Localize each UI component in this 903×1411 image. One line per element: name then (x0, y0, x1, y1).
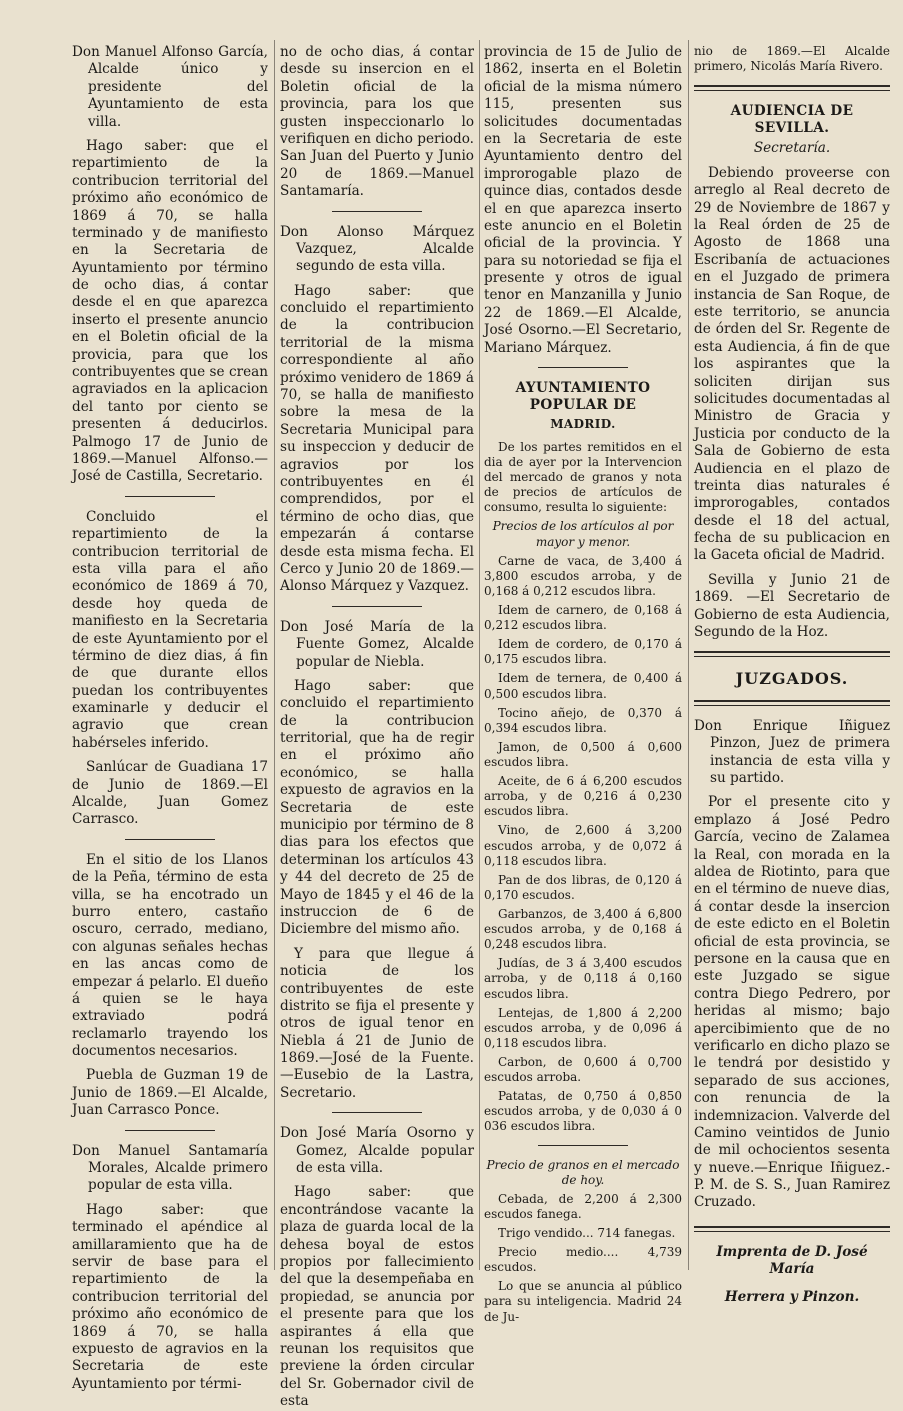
list-item: Idem de cordero, de 0,170 á 0,175 escudos libra. (484, 637, 682, 667)
separator (332, 606, 422, 607)
notice-body: provincia de 15 de Julio de 1862, inserta en el Boletin oficial de la misma número 115, presenten sus solicitudes documentadas en la Secretaria de este Ayuntamiento dentro del improrogable plazo de quince dias, contados desde el en que aparezca inserto este anuncio en el Boletin oficial de la provincia. Y para su notoriedad se fija el presente y otros de igual tenor en Manzanilla y Junio 22 de 1869.—El Alcalde, José Osorno.—El Secretario, Mariano Márquez. (484, 44, 682, 356)
column-2 (280, 44, 475, 1410)
column-divider (479, 40, 480, 1270)
column-4 (694, 44, 890, 1305)
notice-signature: nio de 1869.—El Alcalde primero, Nicolás María Rivero. (694, 44, 890, 74)
list-item: Aceite, de 6 á 6,200 escudos arroba, y de 0,216 á 0,230 escudos libra. (484, 774, 682, 819)
column-1 (72, 44, 268, 1392)
notice-body: Hago saber: que terminado el apéndice al amillaramiento que ha de servir de base para el repartimiento de la contribucion territorial del próximo año económico de 1869 á 70, se halla expuesto de agravios en la Secretaria de este Ayuntamiento por térmi- (72, 1201, 268, 1392)
section-heading: AYUNTAMIENTO POPULAR DE (515, 380, 651, 414)
notice-body: Hago saber: que concluido el repartimiento de la contribucion territorial, que ha de regir en el próximo año económico, se halla expuesto de agravios en la Secretaria de este municipio por término de 8 dias para los efectos que determinan los artículos 43 y 44 del decreto de 25 de Mayo de 1845 y el 46 de la instruccion de 6 de Diciembre del mismo año. (280, 677, 474, 938)
separator (125, 496, 215, 497)
report-intro: De los partes remitidos en el dia de ayer por la Intervencion del mercado de granos y nota de precios de artículos de consumo, resulta lo siguiente: (484, 439, 682, 515)
list-item: Garbanzos, de 3,400 á 6,800 escudos arroba, y de 0,168 á 0,248 escudos libra. (484, 906, 682, 952)
notice-heading: Don José María de la Fuente Gomez, Alcalde popular de Niebla. (280, 618, 474, 670)
list-item: Judías, de 3 á 3,400 escudos arroba, y de 0,118 á 0,160 escudos libra. (484, 956, 682, 1001)
prices-title: Precios de los artículos al por mayor y menor. (492, 519, 674, 549)
separator (125, 839, 215, 840)
separator (538, 367, 628, 368)
notice-heading: Don Manuel Alfonso García, Alcalde único y presidente del Ayuntamiento de esta villa. (72, 44, 268, 130)
notice-signature: Sevilla y Junio 21 de 1869. —El Secretario de Gobierno de esta Audiencia, Segundo de la Hoz. (694, 571, 890, 641)
list-item: Idem de carnero, de 0,168 á 0,212 escudos libra. (484, 603, 682, 633)
separator (332, 211, 422, 212)
imprint-line: Imprenta de D. José María (716, 1243, 868, 1278)
column-3 (484, 44, 682, 1324)
section-subheading: MADRID. (550, 416, 616, 431)
list-item: Precio medio.... 4,739 escudos. (484, 1245, 682, 1275)
notice-heading: Don Alonso Márquez Vazquez, Alcalde segundo de esta villa. (280, 223, 474, 275)
section-rule (694, 1226, 890, 1232)
list-item: Vino, de 2,600 á 3,200 escudos arroba, y de 0,072 á 0,118 escudos libra. (484, 823, 682, 868)
section-rule (694, 651, 890, 657)
notice-heading: Don José María Osorno y Gomez, Alcalde popular de esta villa. (280, 1125, 474, 1177)
imprint-line: Herrera y Pinzon. (724, 1288, 860, 1305)
section-heading: AUDIENCIA DE SEVILLA. (730, 102, 854, 137)
grains-title: Precio de granos en el mercado de hoy. (486, 1157, 680, 1187)
notice-body: Hago saber: que el repartimiento de la contribucion territorial del próximo año económico de 1869 á 70, se halla terminado y de manifiesto en la Secretaria de Ayuntamiento por término de ocho dias, á contar desde el en que aparezca inserto el presente anuncio en el Boletin oficial de la provicia, para que los contribuyentes que se crean agraviados en la aplicacion del tanto por ciento se presenten á deducirlos. Palmogo 17 de Junio de 1869.—Manuel Alfonso.—José de Castilla, Secretario. (72, 137, 268, 485)
notice-body: Concluido el repartimiento de la contribucion territorial de esta villa para el año económico de 1869 á 70, desde hoy queda de manifiesto en la Secretaria de este Ayuntamiento por el término de diez dias, á fin de que durante ellos puedan los contribuyentes examinarle y deducir el agravio que crean habérseles inferido. (72, 508, 268, 751)
section-rule (694, 700, 890, 706)
report-outro: Lo que se anuncia al público para su inteligencia. Madrid 24 de Ju- (484, 1279, 682, 1324)
list-item: Patatas, de 0,750 á 0,850 escudos arroba, y de 0,030 á 0 036 escudos libra. (484, 1089, 682, 1134)
list-item: Carne de vaca, de 3,400 á 3,800 escudos arroba, y de 0,168 á 0,212 escudos libra. (484, 553, 682, 598)
notice-signature: Sanlúcar de Guadiana 17 de Junio de 1869.—El Alcalde, Juan Gomez Carrasco. (72, 759, 268, 828)
notice-body: En el sitio de los Llanos de la Peña, término de esta villa, se ha encotrado un burro entero, castaño oscuro, cerrado, mediano, con algunas señales hechas en las ancas como de empezar á pelarlo. El dueño á quien se le haya extraviado podrá reclamarlo trayendo los documentos necesarios. (72, 851, 268, 1060)
list-item: Jamon, de 0,500 á 0,600 escudos libra. (484, 739, 682, 769)
notice-heading: Don Enrique Iñiguez Pinzon, Juez de primera instancia de esta villa y su partido. (694, 717, 890, 787)
notice-body: Hago saber: que encontrándose vacante la plaza de guarda local de la dehesa boyal de estos propios por fallecimiento del que la desempeñaba en propiedad, se anuncia por el presente para que los aspirantes á ella que reunan los requisitos que previene la órden circular del Sr. Gobernador civil de esta (280, 1184, 474, 1410)
list-item: Idem de ternera, de 0,400 á 0,500 escudos libra. (484, 671, 682, 701)
separator (538, 1145, 628, 1146)
column-divider (688, 40, 689, 1270)
list-item: Trigo vendido... 714 fanegas. (498, 1225, 676, 1240)
column-divider (274, 40, 275, 1270)
separator (125, 1130, 215, 1131)
notice-body: Debiendo proveerse con arreglo al Real decreto de 29 de Noviembre de 1867 y la Real órden de 25 de Agosto de 1868 una Escribanía de actuaciones en el Juzgado de primera instancia de San Roque, de este territorio, se anuncia de órden del Sr. Regente de esta Audiencia, á fin de que los aspirantes que la soliciten dirijan sus solicitudes documentadas al Ministro de Gracia y Justicia por conducto de la Sala de Gobierno de esta Audiencia en el plazo de treinta dias naturales é improrogables, contados desde el 18 del actual, fecha de su publicacion en la Gaceta oficial de Madrid. (694, 164, 890, 564)
section-rule (694, 85, 890, 91)
separator (332, 1112, 422, 1113)
list-item: Pan de dos libras, de 0,120 á 0,170 escudos. (484, 872, 682, 902)
section-subheading: Secretaría. (753, 139, 831, 156)
notice-signature: Puebla de Guzman 19 de Junio de 1869.—El Alcalde, Juan Carrasco Ponce. (72, 1067, 268, 1119)
list-item: Tocino añejo, de 0,370 á 0,394 escudos libra. (484, 705, 682, 735)
notice-body: Por el presente cito y emplazo á José Pedro García, vecino de Zalamea la Real, con morada en la aldea de Riotinto, para que en el término de nueve dias, á contar desde la insercion de este edicto en el Boletin oficial de esta provincia, se persone en la causa que en este Juzgado se sigue contra Diego Pedrero, por heridas al mismo; bajo apercibimiento que de no verificarlo en dicho plazo se le tendrá por desistido y separado de sus acciones, con renuncia de la indemnizacion. Valverde del Camino veintidos de Junio de mil ochocientos sesenta y nueve.—Enrique Iñiguez.-P. M. de S. S., Juan Ramirez Cruzado. (694, 794, 890, 1211)
list-item: Carbon, de 0,600 á 0,700 escudos arroba. (484, 1054, 682, 1085)
grains-list (484, 1192, 682, 1276)
notice-body: Hago saber: que concluido el repartimiento de la contribucion territorial de la misma correspondiente al año próximo venidero de 1869 á 70, se halla de manifiesto sobre la mesa de la Secretaria Municipal para su inspeccion y deducir de agravios por los contribuyentes en él comprendidos, por el término de ocho dias, que empezarán á contarse desde esta misma fecha. El Cerco y Junio 20 de 1869.—Alonso Márquez y Vazquez. (280, 282, 474, 595)
section-heading: JUZGADOS. (735, 669, 849, 689)
prices-list (484, 554, 682, 1135)
notice-body: Y para que llegue á noticia de los contribuyentes de este distrito se fija el presente y otros de igual tenor en Niebla á 21 de Junio de 1869.—José de la Fuente. —Eusebio de la Lastra, Secretario. (280, 945, 474, 1101)
price-report (484, 440, 682, 1325)
notice-heading: Don Manuel Santamaría Morales, Alcalde primero popular de esta villa. (72, 1142, 268, 1194)
notice-body: no de ocho dias, á contar desde su insercion en el Boletin oficial de la provincia, para los que gusten inspeccionarlo lo verifiquen en dicho periodo. San Juan del Puerto y Junio 20 de 1869.—Manuel Santamaría. (280, 44, 475, 200)
list-item: Lentejas, de 1,800 á 2,200 escudos arroba, y de 0,096 á 0,118 escudos libra. (484, 1005, 682, 1050)
list-item: Cebada, de 2,200 á 2,300 escudos fanega. (484, 1191, 682, 1221)
